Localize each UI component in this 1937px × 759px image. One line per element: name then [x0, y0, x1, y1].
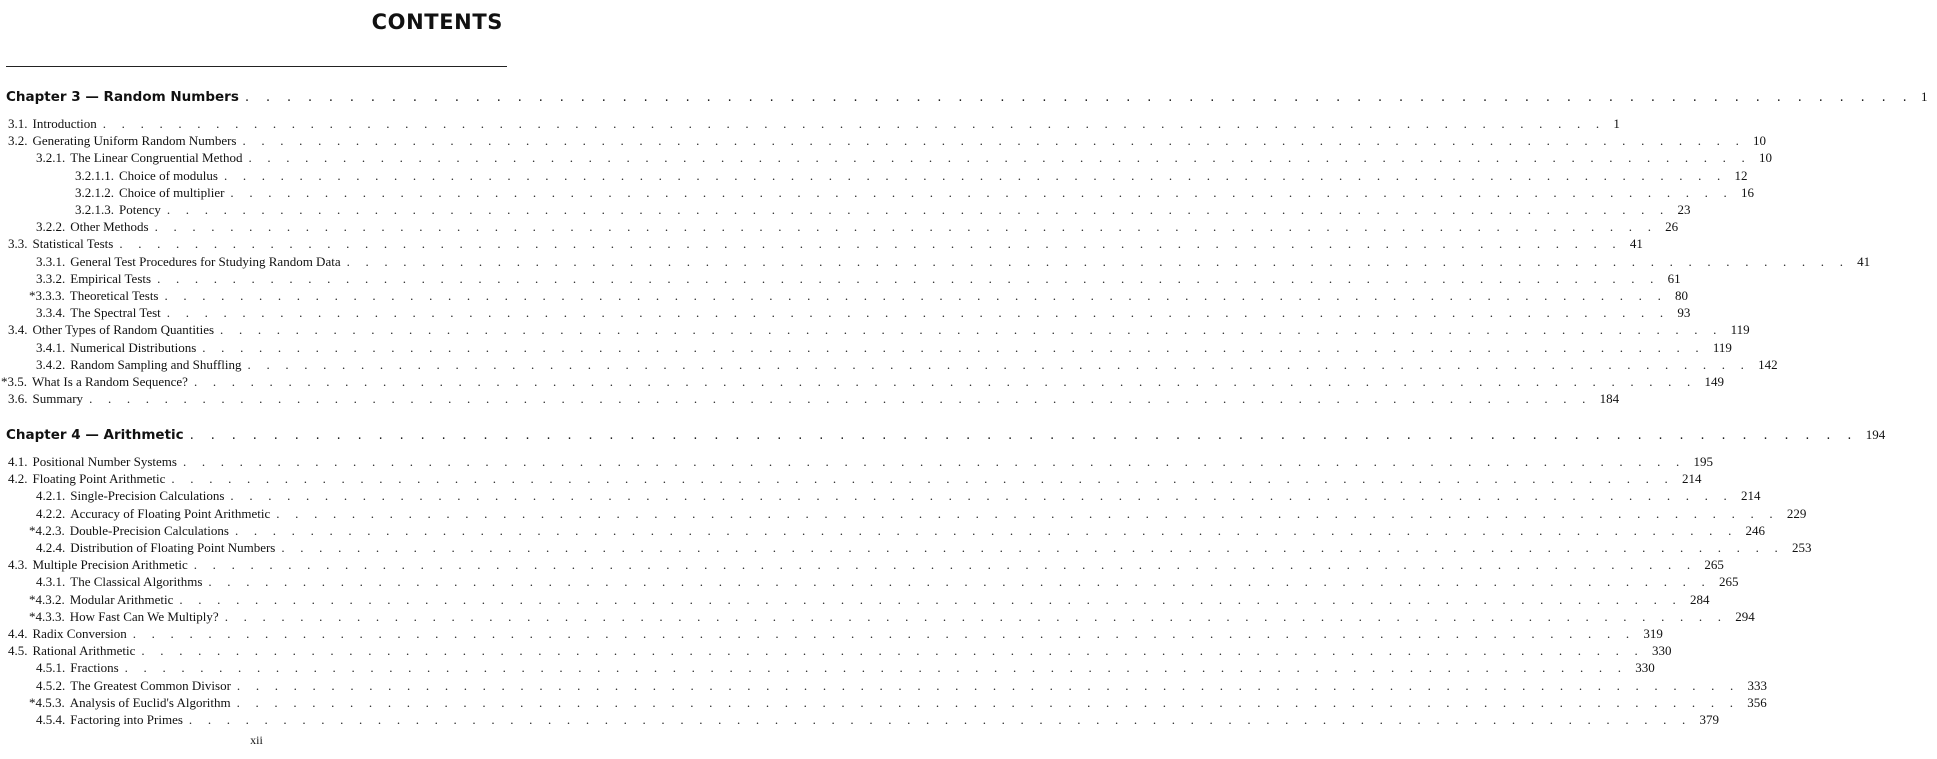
section-title: Multiple Precision Arithmetic [32, 557, 188, 573]
section-title: Theoretical Tests [69, 288, 159, 303]
toc-entry[interactable] [0, 591, 1710, 608]
page-title: CONTENTS [371, 10, 503, 34]
section-page-number: 284 [1689, 591, 1710, 607]
section-page-number: 333 [1747, 677, 1767, 693]
dot-leader: . . . . . . . . . . . . . . . . . . . . . . . . . . . . . . . . . . . . . . . . . . . . . . . . . . . . . . . . . . . . . . . . . . . . . . . . . . . . . . . . [166, 202, 1670, 217]
section-title: Floating Point Arithmetic [32, 471, 166, 487]
section-title: How Fast Can We Multiply? [69, 608, 219, 624]
section-number: 4.3.1. [36, 574, 66, 590]
dot-leader: . . . . . . . . . . . . . . . . . . . . . . . . . . . . . . . . . . . . . . . . . . . . . . . . . . . . . . . . . . . . . . . . . . . . . . . . . . . . . . . . [248, 150, 1752, 166]
toc-entry[interactable] [0, 321, 1750, 338]
section-number: 4.1. [8, 454, 28, 469]
section-number: *4.3.2. [29, 591, 65, 607]
section-page-number: 214 [1740, 488, 1761, 504]
section-number: 3.3.1. [36, 253, 66, 269]
section-title: Introduction [32, 116, 97, 131]
section-title: Single-Precision Calculations [70, 488, 225, 504]
section-number: *3.5. [1, 374, 27, 389]
chapter-page-number: 194 [1865, 427, 1886, 442]
dot-leader: . . . . . . . . . . . . . . . . . . . . . . . . . . . . . . . . . . . . . . . . . . . . . . . . . . . . . . . . . . . . . . . . . . . . . . . . . . . . . . . . [132, 626, 1636, 641]
dot-leader: . . . . . . . . . . . . . . . . . . . . . . . . . . . . . . . . . . . . . . . . . . . . . . . . . . . . . . . . . . . . . . . . . . . . . . . . . . . . . . . . [234, 522, 1738, 538]
section-number: 4.5.2. [36, 677, 66, 693]
toc-entry[interactable] [0, 235, 1643, 252]
dot-leader: . . . . . . . . . . . . . . . . . . . . . . . . . . . . . . . . . . . . . . . . . . . . . . . . . . . . . . . . . . . . . . . . . . . . . . . . . . . . . . . . [281, 540, 1784, 555]
section-page-number: 142 [1758, 356, 1778, 372]
section-title: Random Sampling and Shuffling [70, 356, 242, 372]
section-number: 3.2.1.3. [75, 202, 114, 217]
section-title: General Test Procedures for Studying Random Data [70, 253, 341, 269]
section-page-number: 119 [1712, 339, 1732, 355]
dot-leader: . . . . . . . . . . . . . . . . . . . . . . . . . . . . . . . . . . . . . . . . . . . . . . . . . . . . . . . . . . . . . . . . . . . . . . . . . . . . . . . . [171, 471, 1674, 487]
section-number: 3.2.2. [36, 219, 66, 235]
section-title: Rational Arithmetic [32, 643, 136, 659]
toc-entry[interactable] [0, 390, 1620, 407]
toc-entry[interactable] [0, 453, 1714, 470]
toc-entry[interactable] [0, 522, 1766, 539]
toc-entry[interactable] [0, 218, 1679, 235]
section-page-number: 294 [1735, 608, 1755, 624]
section-number: 3.2.1.2. [75, 184, 114, 200]
section-title: What Is a Random Sequence? [32, 374, 188, 389]
toc-entry[interactable] [0, 677, 1767, 694]
section-title: Statistical Tests [32, 236, 114, 252]
section-title: Accuracy of Floating Point Arithmetic [70, 505, 271, 521]
section-title: Factoring into Primes [70, 712, 183, 727]
section-page-number: 330 [1635, 660, 1655, 676]
dot-leader: . . . . . . . . . . . . . . . . . . . . . . . . . . . . . . . . . . . . . . . . . . . . . . . . . . . . . . . . . . . . . . . . . . . . . . . . . . . . . . . . [154, 219, 1658, 235]
toc-entry[interactable] [0, 470, 1702, 487]
section-number: *4.3.3. [29, 608, 65, 624]
section-title: The Greatest Common Divisor [70, 677, 231, 693]
section-number: *3.3.3. [29, 288, 65, 303]
section-number: 4.5. [8, 643, 28, 659]
section-number: 3.3.2. [36, 270, 66, 286]
toc-entry[interactable] [0, 556, 1724, 573]
dot-leader: . . . . . . . . . . . . . . . . . . . . . . . . . . . . . . . . . . . . . . . . . . . . . . . . . . . . . . . . . . . . . . . . . . . . . . . . . . . . . . . . [276, 505, 1779, 521]
dot-leader: . . . . . . . . . . . . . . . . . . . . . . . . . . . . . . . . . . . . . . . . . . . . . . . . . . . . . . . . . . . . . . . . . . . . . . . . . . . . . . . . [182, 454, 1686, 469]
toc-entry[interactable] [0, 253, 1871, 270]
dot-leader: . . . . . . . . . . . . . . . . . . . . . . . . . . . . . . . . . . . . . . . . . . . . . . . . . . . . . . . . . . . . . . . . . . . . . . . . . . . . . . . . [236, 677, 1740, 693]
toc-entry[interactable] [0, 270, 1681, 287]
section-page-number: 379 [1699, 712, 1719, 727]
toc-entry[interactable] [0, 167, 1748, 184]
section-number: *4.2.3. [29, 522, 65, 538]
chapter-title: Chapter 3 — Random Numbers [6, 89, 239, 105]
section-title: Modular Arithmetic [69, 591, 174, 607]
section-number: 3.2.1.1. [75, 167, 114, 183]
toc-entry[interactable] [0, 625, 1663, 642]
section-title: Potency [119, 202, 161, 217]
toc-entry[interactable] [0, 356, 1778, 373]
toc-entry[interactable] [0, 132, 1767, 149]
toc-entry[interactable] [0, 149, 1773, 166]
dot-leader: . . . . . . . . . . . . . . . . . . . . . . . . . . . . . . . . . . . . . . . . . . . . . . . . . . . . . . . . . . . . . . . . . . . . . . . . . . . . . . . . [193, 557, 1697, 573]
dot-leader: . . . . . . . . . . . . . . . . . . . . . . . . . . . . . . . . . . . . . . . . . . . . . . . . . . . . . . . . . . . . . . . . . . . . . . . . . . . . . . . . [193, 374, 1697, 389]
dot-leader: . . . . . . . . . . . . . . . . . . . . . . . . . . . . . . . . . . . . . . . . . . . . . . . . . . . . . . . . . . . . . . . . . . . . . . . . . . . . . . . . [244, 89, 1913, 105]
section-number: 4.4. [8, 626, 28, 641]
section-title: Fractions [70, 660, 119, 676]
section-title: Double-Precision Calculations [69, 522, 229, 538]
section-title: Analysis of Euclid's Algorithm [69, 694, 231, 710]
section-page-number: 10 [1753, 133, 1767, 149]
toc-entry[interactable] [0, 201, 1691, 218]
toc-entry[interactable] [0, 505, 1807, 522]
section-title: Choice of multiplier [119, 184, 225, 200]
section-page-number: 356 [1747, 694, 1767, 710]
section-number: 3.1. [8, 116, 28, 131]
dot-leader: . . . . . . . . . . . . . . . . . . . . . . . . . . . . . . . . . . . . . . . . . . . . . . . . . . . . . . . . . . . . . . . . . . . . . . . . . . . . . . . . [220, 322, 1723, 338]
section-page-number: 23 [1677, 202, 1691, 217]
dot-leader: . . . . . . . . . . . . . . . . . . . . . . . . . . . . . . . . . . . . . . . . . . . . . . . . . . . . . . . . . . . . . . . . . . . . . . . . . . . . . . . . [188, 712, 1692, 727]
section-number: 4.2. [8, 471, 28, 487]
section-page-number: 12 [1734, 167, 1748, 183]
section-page-number: 253 [1791, 540, 1812, 555]
chapter-page-number: 1 [1921, 89, 1928, 104]
toc-entry[interactable] [0, 539, 1812, 556]
section-page-number: 41 [1629, 236, 1643, 252]
toc-entry[interactable] [0, 711, 1719, 728]
section-title: Summary [32, 391, 84, 407]
toc-entry[interactable] [0, 373, 1725, 390]
section-page-number: 61 [1667, 270, 1681, 286]
toc-entry[interactable] [0, 608, 1755, 625]
dot-leader: . . . . . . . . . . . . . . . . . . . . . . . . . . . . . . . . . . . . . . . . . . . . . . . . . . . . . . . . . . . . . . . . . . . . . . . . . . . . . . . . [141, 643, 1644, 659]
toc-entry[interactable] [0, 573, 1739, 590]
section-number: *4.5.3. [29, 694, 65, 710]
section-page-number: 119 [1730, 322, 1750, 338]
toc-entry[interactable] [0, 659, 1655, 676]
dot-leader: . . . . . . . . . . . . . . . . . . . . . . . . . . . . . . . . . . . . . . . . . . . . . . . . . . . . . . . . . . . . . . . . . . . . . . . . . . . . . . . . [346, 253, 1850, 269]
section-number: 4.5.1. [36, 660, 66, 676]
section-title: Radix Conversion [32, 626, 127, 641]
dot-leader: . . . . . . . . . . . . . . . . . . . . . . . . . . . . . . . . . . . . . . . . . . . . . . . . . . . . . . . . . . . . . . . . . . . . . . . . . . . . . . . . [164, 288, 1668, 303]
section-title: Other Methods [70, 219, 149, 235]
chapter-heading[interactable] [0, 88, 1928, 105]
section-number: 3.6. [8, 391, 28, 407]
dot-leader: . . . . . . . . . . . . . . . . . . . . . . . . . . . . . . . . . . . . . . . . . . . . . . . . . . . . . . . . . . . . . . . . . . . . . . . . . . . . . . . . [157, 270, 1660, 286]
section-page-number: 149 [1704, 374, 1725, 389]
dot-leader: . . . . . . . . . . . . . . . . . . . . . . . . . . . . . . . . . . . . . . . . . . . . . . . . . . . . . . . . . . . . . . . . . . . . . . . . . . . . . . . . [236, 694, 1740, 710]
section-title: The Classical Algorithms [70, 574, 203, 590]
dot-leader: . . . . . . . . . . . . . . . . . . . . . . . . . . . . . . . . . . . . . . . . . . . . . . . . . . . . . . . . . . . . . . . . . . . . . . . . . . . . . . . . [223, 167, 1727, 183]
dot-leader: . . . . . . . . . . . . . . . . . . . . . . . . . . . . . . . . . . . . . . . . . . . . . . . . . . . . . . . . . . . . . . . . . . . . . . . . . . . . . . . . [242, 133, 1746, 149]
section-page-number: 41 [1857, 253, 1871, 269]
title-rule [6, 66, 507, 67]
section-number: 3.2.1. [36, 150, 66, 166]
section-number: 3.4. [8, 322, 28, 338]
section-page-number: 1 [1613, 116, 1620, 131]
toc-entry[interactable] [0, 115, 1620, 132]
toc-entry[interactable] [0, 184, 1754, 201]
toc-entry[interactable] [0, 304, 1691, 321]
section-number: 4.5.4. [36, 712, 66, 727]
dot-leader: . . . . . . . . . . . . . . . . . . . . . . . . . . . . . . . . . . . . . . . . . . . . . . . . . . . . . . . . . . . . . . . . . . . . . . . . . . . . . . . . [102, 116, 1606, 131]
section-title: Generating Uniform Random Numbers [32, 133, 237, 149]
section-number: 3.2. [8, 133, 28, 149]
section-title: Distribution of Floating Point Numbers [70, 540, 276, 555]
section-title: Other Types of Random Quantities [32, 322, 215, 338]
toc-entry[interactable] [0, 339, 1732, 356]
page-folio: xii [250, 733, 263, 747]
section-title: The Spectral Test [70, 305, 161, 321]
dot-leader: . . . . . . . . . . . . . . . . . . . . . . . . . . . . . . . . . . . . . . . . . . . . . . . . . . . . . . . . . . . . . . . . . . . . . . . . . . . . . . . . [119, 236, 1622, 252]
section-page-number: 80 [1675, 288, 1689, 303]
dot-leader: . . . . . . . . . . . . . . . . . . . . . . . . . . . . . . . . . . . . . . . . . . . . . . . . . . . . . . . . . . . . . . . . . . . . . . . . . . . . . . . . [247, 356, 1751, 372]
section-page-number: 16 [1740, 184, 1754, 200]
section-page-number: 265 [1718, 574, 1739, 590]
section-page-number: 265 [1704, 557, 1724, 573]
toc-entry[interactable] [0, 287, 1689, 304]
section-number: 3.3. [8, 236, 28, 252]
section-page-number: 26 [1665, 219, 1679, 235]
toc-entry[interactable] [0, 487, 1761, 504]
section-page-number: 229 [1786, 505, 1807, 521]
dot-leader: . . . . . . . . . . . . . . . . . . . . . . . . . . . . . . . . . . . . . . . . . . . . . . . . . . . . . . . . . . . . . . . . . . . . . . . . . . . . . . . . [224, 608, 1728, 624]
section-page-number: 10 [1759, 150, 1773, 166]
section-title: Positional Number Systems [32, 454, 177, 469]
dot-leader: . . . . . . . . . . . . . . . . . . . . . . . . . . . . . . . . . . . . . . . . . . . . . . . . . . . . . . . . . . . . . . . . . . . . . . . . . . . . . . . . [189, 427, 1858, 443]
chapter-title: Chapter 4 — Arithmetic [6, 427, 184, 443]
section-number: 4.2.1. [36, 488, 66, 504]
dot-leader: . . . . . . . . . . . . . . . . . . . . . . . . . . . . . . . . . . . . . . . . . . . . . . . . . . . . . . . . . . . . . . . . . . . . . . . . . . . . . . . . [230, 184, 1733, 200]
section-number: 3.4.2. [36, 356, 66, 372]
section-page-number: 195 [1693, 454, 1714, 469]
section-title: Empirical Tests [70, 270, 152, 286]
section-number: 3.4.1. [36, 339, 66, 355]
section-page-number: 214 [1681, 471, 1702, 487]
section-page-number: 246 [1745, 522, 1766, 538]
section-title: Numerical Distributions [70, 339, 197, 355]
section-number: 3.3.4. [36, 305, 66, 321]
dot-leader: . . . . . . . . . . . . . . . . . . . . . . . . . . . . . . . . . . . . . . . . . . . . . . . . . . . . . . . . . . . . . . . . . . . . . . . . . . . . . . . . [202, 339, 1705, 355]
dot-leader: . . . . . . . . . . . . . . . . . . . . . . . . . . . . . . . . . . . . . . . . . . . . . . . . . . . . . . . . . . . . . . . . . . . . . . . . . . . . . . . . [166, 305, 1670, 321]
section-title: Choice of modulus [119, 167, 218, 183]
section-page-number: 93 [1677, 305, 1691, 321]
section-number: 4.3. [8, 557, 28, 573]
dot-leader: . . . . . . . . . . . . . . . . . . . . . . . . . . . . . . . . . . . . . . . . . . . . . . . . . . . . . . . . . . . . . . . . . . . . . . . . . . . . . . . . [208, 574, 1711, 590]
toc-entry[interactable] [0, 642, 1672, 659]
dot-leader: . . . . . . . . . . . . . . . . . . . . . . . . . . . . . . . . . . . . . . . . . . . . . . . . . . . . . . . . . . . . . . . . . . . . . . . . . . . . . . . . [89, 391, 1592, 407]
section-page-number: 330 [1651, 643, 1672, 659]
chapter-heading[interactable] [0, 426, 1886, 443]
section-title: The Linear Congruential Method [70, 150, 243, 166]
dot-leader: . . . . . . . . . . . . . . . . . . . . . . . . . . . . . . . . . . . . . . . . . . . . . . . . . . . . . . . . . . . . . . . . . . . . . . . . . . . . . . . . [230, 488, 1733, 504]
section-page-number: 184 [1599, 391, 1620, 407]
section-number: 4.2.2. [36, 505, 66, 521]
section-page-number: 319 [1643, 626, 1663, 641]
section-number: 4.2.4. [36, 540, 66, 555]
dot-leader: . . . . . . . . . . . . . . . . . . . . . . . . . . . . . . . . . . . . . . . . . . . . . . . . . . . . . . . . . . . . . . . . . . . . . . . . . . . . . . . . [179, 591, 1682, 607]
dot-leader: . . . . . . . . . . . . . . . . . . . . . . . . . . . . . . . . . . . . . . . . . . . . . . . . . . . . . . . . . . . . . . . . . . . . . . . . . . . . . . . . [124, 660, 1628, 676]
toc-entry[interactable] [0, 694, 1767, 711]
